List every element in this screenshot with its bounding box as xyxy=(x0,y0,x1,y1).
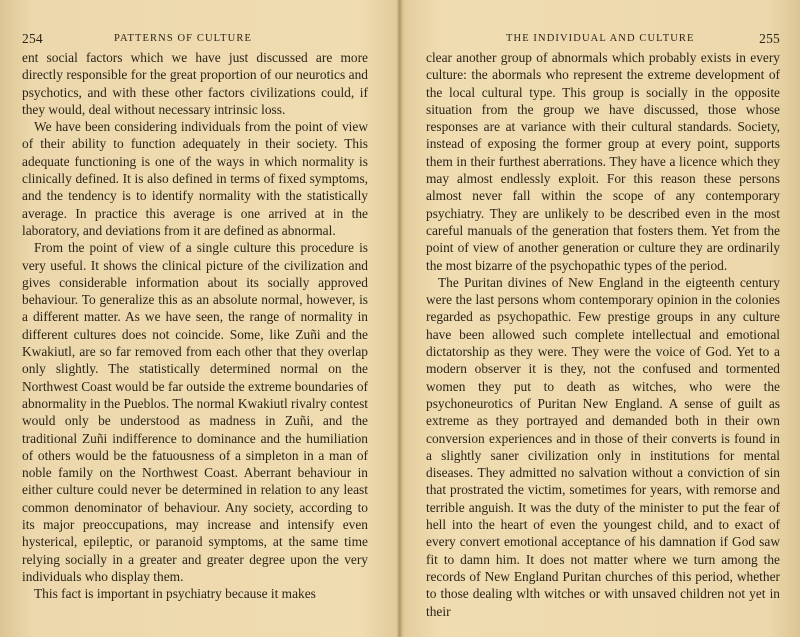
right-paragraph-1: clear another group of abnormals which probably exists in every culture: the abormals who represent the extreme development of the local cultural type. This group is socially in the opposite situation from the group we have discussed, those whose responses are at variance with their cultural standards. Society, instead of exposing the former group at every point, supports them in their furthest aberrations. They have a licence which they may almost endlessly exploit. For this reason these persons almost never fall within the scope of any contemporary psychiatry. They are unlikely to be described even in the most careful manuals of the generation that fosters them. Yet from the point of view of another generation or culture they are ordinarily the most bizarre of the psychopathic types of the period. xyxy=(426,50,780,273)
left-paragraph-2: We have been considering individuals from the point of view of their ability to function adequately in their society. This adequate functioning is one of the ways in which normality is clinically defined. It is also defined in terms of fixed symptoms, and the tendency is to identify normality with the statistically average. In practice this average is one arrived at in the laboratory, and deviations from it are defined as abnormal. xyxy=(22,119,368,238)
right-running-title: THE INDIVIDUAL AND CULTURE xyxy=(506,33,695,44)
right-running-head xyxy=(426,31,780,49)
left-page-number: 254 xyxy=(22,31,43,46)
left-paragraph-1: ent social factors which we have just discussed are more directly responsible for the great proportion of our neurotics and psychotics, and with these other factors civilizations could, if they would, deal without necessary intrinsic loss. xyxy=(22,50,368,117)
left-paragraph-3: From the point of view of a single culture this procedure is very useful. It shows the clinical picture of the civilization and gives considerable information about its socially approved behaviour. To generalize this as an absolute normal, however, is a different matter. As we have seen, the range of normality in different cultures does not coincide. Some, like Zuñi and the Kwakiutl, are so far removed from each other that they overlap only slightly. The statistically determined normal on the Northwest Coast would be far outside the extreme boundaries of abnormality in the Pueblos. The normal Kwakiutl rivalry contest would only be understood as madness in Zuñi, and the traditional Zuñi indifference to dominance and the humiliation of others would be the fatuousness of a simpleton in a man of noble family on the Northwest Coast. Aberrant behaviour in either culture could never be determined in relation to any least common denominator of behaviour. Any society, according to its major preoccupations, may increase and intensify even hysterical, epileptic, or paranoid symptoms, at the same time relying socially in a greater and greater degree upon the very individuals who display them. xyxy=(22,240,368,584)
right-paragraph-2: The Puritan divines of New England in the eigteenth century were the last persons whom contemporary opinion in the colonies regarded as psychopathic. Few prestige groups in any culture have been allowed such complete intellectual and emotional dictatorship as they were. They were the voice of God. Yet to a modern observer it is they, not the confused and tormented women they put to death as witches, who were the psychoneurotics of Puritan New England. A sense of guilt as extreme as they portrayed and demanded both in their own conversion experiences and in those of their converts is found in a slightly saner civilization only in institutions for mental diseases. They admitted no salvation without a conviction of sin that prostrated the victim, sometimes for years, with remorse and terrible anguish. It was the duty of the minister to put the fear of hell into the heart of even the youngest child, and to exact of every convert emotional acceptance of his damnation if God saw fit to damn him. It does not matter where we turn among the records of New England Puritan churches of this period, whether to those dealing wlth witches or with unsaved children not yet in their xyxy=(426,274,780,619)
book-gutter xyxy=(397,0,402,637)
right-body-text xyxy=(426,49,780,620)
right-page xyxy=(426,0,780,637)
left-page xyxy=(22,0,368,637)
left-running-head xyxy=(22,31,368,49)
left-running-title: PATTERNS OF CULTURE xyxy=(114,33,252,44)
left-paragraph-4: This fact is important in psychiatry because it makes xyxy=(34,586,316,602)
right-page-number: 255 xyxy=(759,31,780,46)
left-body-text xyxy=(22,49,368,603)
